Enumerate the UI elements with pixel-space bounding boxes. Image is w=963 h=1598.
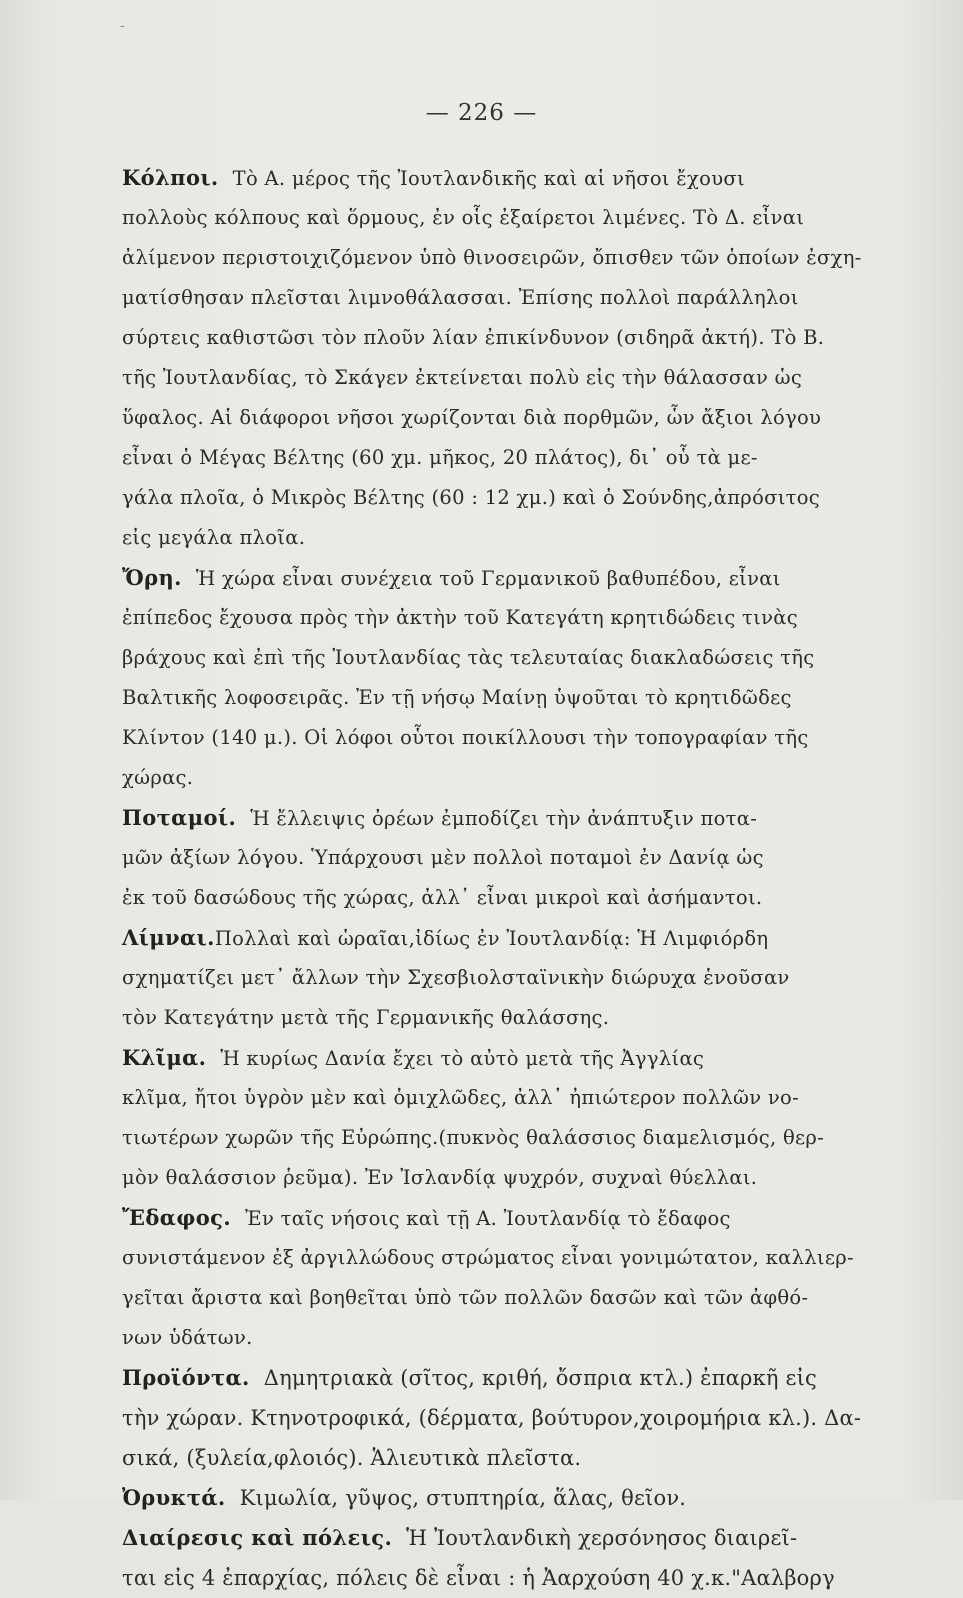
text-line: Κλίντον (140 μ.). Οἱ λόφοι οὗτοι ποικίλλουσι τὴν τοπογραφίαν τῆς [122, 726, 809, 749]
section-heading: Κλῖμα. [122, 1045, 207, 1070]
text-line [122, 1518, 890, 1558]
text-line: συνιστάμενον ἐξ ἀργιλλώδους στρώματος εἶναι γονιμώτατον, καλλιερ- [122, 1246, 854, 1269]
line-text: Πολλαὶ καὶ ὡραῖαι,ἰδίως ἐν Ἰουτλανδίᾳ: Ἡ Λιμφιόρδη [214, 927, 769, 950]
text-line [122, 798, 890, 838]
text-line: σχηματίζει μετ᾽ ἄλλων τὴν Σχεσβιολσταϊνικὴν διώρυχα ἑνοῦσαν [122, 966, 790, 989]
text-line: βράχους καὶ ἐπὶ τῆς Ἰουτλανδίας τὰς τελευταίας διακλαδώσεις τῆς [122, 646, 815, 669]
section-heading: Κόλποι. [122, 165, 219, 190]
line-text: Ἡ χώρα εἶναι συνέχεια τοῦ Γερμανικοῦ βαθυπέδου, εἶναι [195, 567, 781, 590]
text-line: εἶναι ὁ Μέγας Βέλτης (60 χμ. μῆκος, 20 πλάτος), δι᾽ οὗ τὰ με- [122, 446, 758, 469]
text-line: τῆς Ἰουτλανδίας, τὸ Σκάγεν ἐκτείνεται πολὺ εἰς τὴν θάλασσαν ὡς [122, 366, 803, 389]
section-heading: Ὄρη. [122, 565, 182, 590]
line-text: Ἐν ταῖς νήσοις καὶ τῇ Α. Ἰουτλανδίᾳ τὸ ἔδαφος [245, 1207, 731, 1230]
section-heading: Λίμναι. [122, 925, 215, 950]
text-line [122, 158, 890, 198]
text-line: σικά, (ξυλεία,φλοιός). Ἁλιευτικὰ πλεῖστα. [122, 1446, 582, 1470]
line-text: Ἡ Ἰουτλανδικὴ χερσόνησος διαιρεῖ- [406, 1526, 798, 1550]
section-heading: Ἔδαφος. [122, 1205, 232, 1230]
page-number: — 226 — [425, 100, 538, 126]
text-line: ἐπίπεδος ἔχουσα πρὸς τὴν ἀκτὴν τοῦ Κατεγάτη κρητιδώδεις τινὰς [122, 606, 798, 629]
text-line: νων ὑδάτων. [122, 1326, 253, 1349]
text-line: μὸν θαλάσσιον ῥεῦμα). Ἐν Ἰσλανδίᾳ ψυχρόν, συχναὶ θύελλαι. [122, 1166, 758, 1189]
text-line: Βαλτικῆς λοφοσειρᾶς. Ἐν τῇ νήσῳ Μαίνῃ ὑψοῦται τὸ κρητιδῶδες [122, 686, 792, 709]
text-line: κλῖμα, ἤτοι ὑγρὸν μὲν καὶ ὁμιχλῶδες, ἀλλ᾽ ἠπιώτερον πολλῶν νο- [122, 1086, 799, 1109]
text-line [122, 1358, 890, 1398]
text-line: χώρας. [122, 766, 194, 789]
section-heading: Ὀρυκτά. [122, 1485, 226, 1510]
text-line [122, 918, 890, 958]
section-heading: Ποταμοί. [122, 805, 237, 830]
text-line: τὴν χώραν. Κτηνοτροφικά, (δέρματα, βούτυρον,χοιρομήρια κλ.). Δα- [122, 1406, 862, 1430]
section-heading: Προϊόντα. [122, 1365, 250, 1390]
text-line: τιωτέρων χωρῶν τῆς Εὐρώπης.(πυκνὸς θαλάσσιος διαμελισμός, θερ- [122, 1126, 825, 1149]
text-line: τὸν Κατεγάτην μετὰ τῆς Γερμανικῆς θαλάσσης. [122, 1006, 610, 1029]
text-line: ἀλίμενον περιστοιχιζόμενον ὑπὸ θινοσειρῶν, ὄπισθεν τῶν ὁποίων ἐσχη- [122, 246, 862, 269]
text-line [122, 558, 890, 598]
section-heading: Διαίρεσις καὶ πόλεις. [122, 1525, 393, 1550]
text-line [122, 1198, 890, 1238]
text-line: γεῖται ἄριστα καὶ βοηθεῖται ὑπὸ τῶν πολλῶν δασῶν καὶ τῶν ἀφθό- [122, 1286, 809, 1309]
line-text: Ἡ ἔλλειψις ὀρέων ἐμποδίζει τὴν ἀνάπτυξιν ποτα- [250, 807, 758, 830]
text-line: πολλοὺς κόλπους καὶ ὅρμους, ἐν οἷς ἐξαίρετοι λιμένες. Τὸ Δ. εἶναι [122, 206, 805, 229]
text-line: ὕφαλος. Αἱ διάφοροι νῆσοι χωρίζονται διὰ πορθμῶν, ὧν ἄξιοι λόγου [122, 406, 822, 429]
text-line: ται εἰς 4 ἐπαρχίας, πόλεις δὲ εἶναι : ἡ Ἀαρχούση 40 χ.κ."Ααλβοργ [122, 1566, 835, 1590]
line-text: Κιμωλία, γῦψος, στυπτηρία, ἅλας, θεῖον. [239, 1486, 687, 1510]
text-line: ἐκ τοῦ δασώδους τῆς χώρας, ἀλλ᾽ εἶναι μικροὶ καὶ ἀσήμαντοι. [122, 886, 763, 909]
text-line: ματίσθησαν πλεῖσται λιμνοθάλασσαι. Ἐπίσης πολλοὶ παράλληλοι [122, 286, 799, 309]
text-line: εἰς μεγάλα πλοῖα. [122, 526, 306, 549]
text-line: γάλα πλοῖα, ὁ Μικρὸς Βέλτης (60 : 12 χμ.) καὶ ὁ Σούνδης,ἀπρόσιτος [122, 486, 821, 509]
text-line: μῶν ἀξίων λόγου. Ὑπάρχουσι μὲν πολλοὶ ποταμοὶ ἐν Δανίᾳ ὡς [122, 846, 764, 869]
body-text [122, 158, 890, 1598]
corner-mark: - [120, 18, 125, 34]
line-text: Τὸ Α. μέρος τῆς Ἰουτλανδικῆς καὶ αἱ νῆσοι ἔχουσι [232, 167, 745, 190]
line-text: Ἡ κυρίως Δανία ἔχει τὸ αὐτὸ μετὰ τῆς Ἀγγλίας [220, 1047, 705, 1070]
text-line [122, 1038, 890, 1078]
text-line: σύρτεις καθιστῶσι τὸν πλοῦν λίαν ἐπικίνδυνον (σιδηρᾶ ἀκτή). Τὸ Β. [122, 326, 825, 349]
line-text: Δημητριακὰ (σῖτος, κριθή, ὄσπρια κτλ.) ἐπαρκῆ εἰς [263, 1366, 817, 1390]
text-line [122, 1478, 890, 1518]
